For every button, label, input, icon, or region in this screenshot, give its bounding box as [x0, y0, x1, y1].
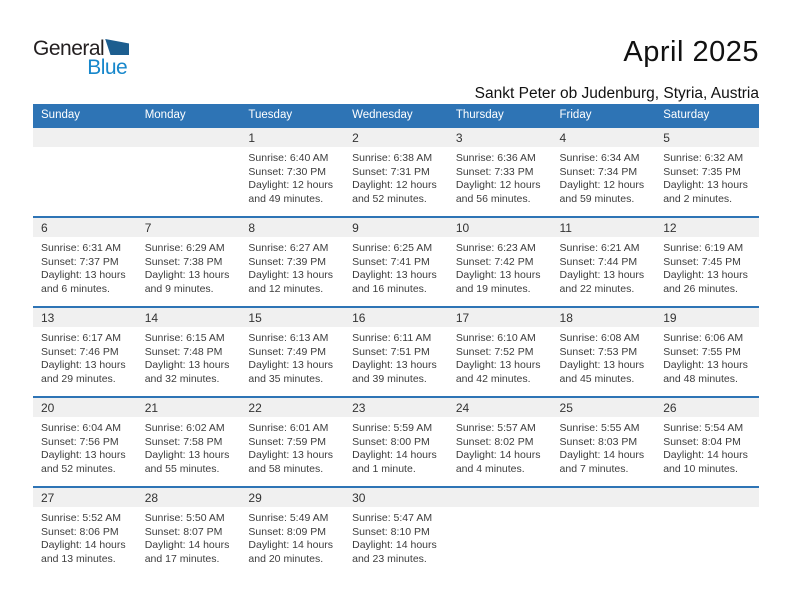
- day-number: 18: [552, 308, 656, 327]
- day-number: 15: [240, 308, 344, 327]
- sunset-text: Sunset: 7:53 PM: [559, 345, 638, 358]
- sunrise-text: Sunrise: 6:17 AM: [41, 332, 121, 344]
- day-cell: [448, 127, 552, 217]
- day-number: 22: [240, 398, 344, 417]
- sunset-text: Sunset: 7:41 PM: [352, 255, 430, 268]
- sunset-text: Sunset: 7:39 PM: [248, 255, 327, 268]
- sunrise-text: Sunrise: 6:36 AM: [455, 152, 536, 164]
- day-cell: [33, 307, 137, 397]
- daylight-text: Daylight: 13 hours and 48 minutes.: [663, 359, 748, 385]
- day-number: 24: [448, 398, 552, 417]
- daylight-text: Daylight: 14 hours and 17 minutes.: [144, 539, 230, 565]
- day-cell: [344, 217, 448, 307]
- sunset-text: Sunset: 8:09 PM: [248, 525, 327, 538]
- general-blue-logo: [33, 38, 129, 78]
- day-cell: [344, 397, 448, 487]
- sunrise-text: Sunrise: 5:50 AM: [144, 512, 225, 524]
- title-block: [259, 36, 759, 103]
- daylight-text: Daylight: 13 hours and 29 minutes.: [41, 359, 126, 385]
- sunrise-text: [448, 507, 550, 512]
- sunrise-text: Sunrise: 5:59 AM: [352, 422, 433, 434]
- day-cell: [552, 127, 656, 217]
- sunrise-text: Sunrise: 6:34 AM: [559, 152, 640, 164]
- daylight-text: Daylight: 13 hours and 2 minutes.: [663, 179, 748, 205]
- day-number: 17: [448, 308, 552, 327]
- sunrise-text: Sunrise: 6:38 AM: [352, 152, 433, 164]
- day-number: [552, 488, 656, 507]
- day-cell: [655, 307, 759, 397]
- day-number: 2: [344, 128, 448, 147]
- sunset-text: Sunset: 7:33 PM: [455, 165, 534, 178]
- day-cell: [552, 217, 656, 307]
- day-cell: [344, 487, 448, 577]
- daylight-text: Daylight: 14 hours and 13 minutes.: [41, 539, 126, 565]
- sunrise-text: Sunrise: 6:01 AM: [248, 422, 329, 434]
- day-number: 8: [240, 218, 344, 237]
- sunset-text: Sunset: 7:48 PM: [144, 345, 223, 358]
- week-row: [33, 307, 759, 397]
- day-cell: [33, 127, 137, 217]
- sunset-text: Sunset: 7:51 PM: [352, 345, 430, 358]
- daylight-text: Daylight: 12 hours and 49 minutes.: [248, 179, 334, 205]
- sunset-text: Sunset: 8:00 PM: [352, 435, 430, 448]
- daylight-text: Daylight: 14 hours and 20 minutes.: [248, 539, 334, 565]
- daylight-text: Daylight: 13 hours and 32 minutes.: [144, 359, 230, 385]
- sunrise-text: Sunrise: 6:31 AM: [41, 242, 121, 254]
- sunrise-text: Sunrise: 5:49 AM: [248, 512, 329, 524]
- day-number: 27: [33, 488, 137, 507]
- sunset-text: Sunset: 8:04 PM: [663, 435, 741, 448]
- sunrise-text: [655, 507, 757, 512]
- logo-text-blue: Blue: [87, 56, 128, 79]
- daylight-text: Daylight: 13 hours and 45 minutes.: [559, 359, 645, 385]
- sunset-text: Sunset: 7:55 PM: [663, 345, 741, 358]
- day-number: 11: [552, 218, 656, 237]
- sunrise-text: [552, 507, 654, 512]
- daylight-text: Daylight: 13 hours and 16 minutes.: [352, 269, 437, 295]
- day-number: 21: [137, 398, 241, 417]
- week-row: [33, 487, 759, 577]
- weekday-header-wednesday: Wednesday: [344, 104, 448, 127]
- daylight-text: Daylight: 13 hours and 26 minutes.: [663, 269, 748, 295]
- sunrise-text: Sunrise: 6:32 AM: [663, 152, 744, 164]
- sunset-text: Sunset: 8:07 PM: [144, 525, 223, 538]
- day-number: 4: [552, 128, 656, 147]
- day-number: 10: [448, 218, 552, 237]
- day-cell: [655, 397, 759, 487]
- day-cell: [33, 217, 137, 307]
- daylight-text: Daylight: 14 hours and 10 minutes.: [663, 449, 748, 475]
- day-cell: [240, 127, 344, 217]
- day-cell: [552, 397, 656, 487]
- daylight-text: Daylight: 13 hours and 19 minutes.: [455, 269, 541, 295]
- daylight-text: Daylight: 13 hours and 9 minutes.: [144, 269, 230, 295]
- day-cell: [137, 397, 241, 487]
- sunrise-text: Sunrise: 6:21 AM: [559, 242, 640, 254]
- day-number: 19: [655, 308, 759, 327]
- daylight-text: Daylight: 13 hours and 42 minutes.: [455, 359, 541, 385]
- daylight-text: Daylight: 13 hours and 22 minutes.: [559, 269, 645, 295]
- daylight-text: Daylight: 13 hours and 39 minutes.: [352, 359, 437, 385]
- day-cell: [240, 397, 344, 487]
- daylight-text: Daylight: 14 hours and 7 minutes.: [559, 449, 645, 475]
- page-title: April 2025: [623, 36, 759, 68]
- day-cell: [344, 307, 448, 397]
- sunset-text: Sunset: 7:34 PM: [559, 165, 638, 178]
- day-cell: [552, 307, 656, 397]
- day-number: 7: [137, 218, 241, 237]
- daylight-text: Daylight: 13 hours and 55 minutes.: [144, 449, 230, 475]
- sunset-text: Sunset: 7:58 PM: [144, 435, 223, 448]
- day-cell: [448, 307, 552, 397]
- day-number: [448, 488, 552, 507]
- daylight-text: Daylight: 13 hours and 6 minutes.: [41, 269, 126, 295]
- sunrise-text: Sunrise: 6:40 AM: [248, 152, 329, 164]
- sunrise-text: Sunrise: 5:54 AM: [663, 422, 744, 434]
- daylight-text: Daylight: 13 hours and 12 minutes.: [248, 269, 334, 295]
- sunset-text: Sunset: 7:49 PM: [248, 345, 327, 358]
- day-number: 13: [33, 308, 137, 327]
- week-row: [33, 127, 759, 217]
- day-number: 28: [137, 488, 241, 507]
- sunrise-text: [137, 147, 239, 152]
- weekday-header-monday: Monday: [137, 104, 241, 127]
- day-number: 20: [33, 398, 137, 417]
- logo-text-general: General: [33, 37, 105, 60]
- sunrise-text: Sunrise: 5:55 AM: [559, 422, 640, 434]
- day-number: [137, 128, 241, 147]
- week-row: [33, 217, 759, 307]
- sunrise-text: Sunrise: 5:57 AM: [455, 422, 536, 434]
- day-number: 26: [655, 398, 759, 417]
- sunrise-text: Sunrise: 5:47 AM: [352, 512, 433, 524]
- daylight-text: Daylight: 12 hours and 52 minutes.: [352, 179, 437, 205]
- sunrise-text: Sunrise: 6:04 AM: [41, 422, 121, 434]
- daylight-text: Daylight: 14 hours and 1 minute.: [352, 449, 437, 475]
- daylight-text: Daylight: 13 hours and 58 minutes.: [248, 449, 334, 475]
- sunset-text: Sunset: 7:56 PM: [41, 435, 119, 448]
- sunset-text: Sunset: 7:45 PM: [663, 255, 741, 268]
- sunrise-text: Sunrise: 6:11 AM: [352, 332, 432, 344]
- daylight-text: Daylight: 13 hours and 35 minutes.: [248, 359, 334, 385]
- sunrise-text: Sunrise: 6:19 AM: [663, 242, 744, 254]
- day-cell: [137, 217, 241, 307]
- sunset-text: Sunset: 7:30 PM: [248, 165, 327, 178]
- sunset-text: Sunset: 8:06 PM: [41, 525, 119, 538]
- sunrise-text: Sunrise: 6:13 AM: [248, 332, 329, 344]
- sunrise-text: [33, 147, 135, 152]
- day-cell: [240, 307, 344, 397]
- weekday-header-friday: Friday: [552, 104, 656, 127]
- sunrise-text: Sunrise: 6:06 AM: [663, 332, 744, 344]
- sunset-text: Sunset: 7:37 PM: [41, 255, 119, 268]
- sunset-text: Sunset: 7:38 PM: [144, 255, 223, 268]
- day-cell: [240, 217, 344, 307]
- sunset-text: Sunset: 8:03 PM: [559, 435, 638, 448]
- sunset-text: Sunset: 7:42 PM: [455, 255, 534, 268]
- sunset-text: Sunset: 7:35 PM: [663, 165, 741, 178]
- day-number: 16: [344, 308, 448, 327]
- day-number: 3: [448, 128, 552, 147]
- day-cell: [137, 307, 241, 397]
- day-number: 1: [240, 128, 344, 147]
- daylight-text: Daylight: 12 hours and 59 minutes.: [559, 179, 645, 205]
- daylight-text: Daylight: 12 hours and 56 minutes.: [455, 179, 541, 205]
- day-cell: [33, 397, 137, 487]
- sunrise-text: Sunrise: 6:23 AM: [455, 242, 536, 254]
- day-cell: [448, 397, 552, 487]
- day-number: 23: [344, 398, 448, 417]
- sunset-text: Sunset: 7:52 PM: [455, 345, 534, 358]
- sunrise-text: Sunrise: 6:29 AM: [144, 242, 225, 254]
- weekday-header-sunday: Sunday: [33, 104, 137, 127]
- sunrise-text: Sunrise: 6:10 AM: [455, 332, 536, 344]
- calendar-table: [33, 104, 759, 577]
- day-cell: [448, 487, 552, 577]
- sunrise-text: Sunrise: 6:25 AM: [352, 242, 433, 254]
- day-cell: [655, 217, 759, 307]
- sunrise-text: Sunrise: 6:02 AM: [144, 422, 225, 434]
- day-number: 9: [344, 218, 448, 237]
- daylight-text: Daylight: 14 hours and 4 minutes.: [455, 449, 541, 475]
- sunset-text: Sunset: 7:44 PM: [559, 255, 638, 268]
- day-cell: [137, 487, 241, 577]
- day-cell: [33, 487, 137, 577]
- day-cell: [655, 127, 759, 217]
- daylight-text: Daylight: 14 hours and 23 minutes.: [352, 539, 437, 565]
- weekday-header-tuesday: Tuesday: [240, 104, 344, 127]
- sunset-text: Sunset: 8:10 PM: [352, 525, 430, 538]
- daylight-text: Daylight: 13 hours and 52 minutes.: [41, 449, 126, 475]
- weekday-header-row: [33, 104, 759, 127]
- logo-triangle-icon: [105, 39, 129, 55]
- day-number: 5: [655, 128, 759, 147]
- day-cell: [655, 487, 759, 577]
- day-cell: [448, 217, 552, 307]
- sunset-text: Sunset: 7:31 PM: [352, 165, 430, 178]
- sunset-text: Sunset: 7:59 PM: [248, 435, 327, 448]
- day-cell: [344, 127, 448, 217]
- week-row: [33, 397, 759, 487]
- sunrise-text: Sunrise: 6:08 AM: [559, 332, 640, 344]
- day-number: [33, 128, 137, 147]
- day-number: 30: [344, 488, 448, 507]
- location-subtitle: Sankt Peter ob Judenburg, Styria, Austria: [474, 85, 759, 102]
- day-cell: [240, 487, 344, 577]
- sunrise-text: Sunrise: 5:52 AM: [41, 512, 121, 524]
- day-cell: [552, 487, 656, 577]
- weekday-header-saturday: Saturday: [655, 104, 759, 127]
- day-number: 14: [137, 308, 241, 327]
- day-number: 12: [655, 218, 759, 237]
- weekday-header-thursday: Thursday: [448, 104, 552, 127]
- sunset-text: Sunset: 8:02 PM: [455, 435, 534, 448]
- sunset-text: Sunset: 7:46 PM: [41, 345, 119, 358]
- sunrise-text: Sunrise: 6:27 AM: [248, 242, 329, 254]
- day-number: 6: [33, 218, 137, 237]
- sunrise-text: Sunrise: 6:15 AM: [144, 332, 225, 344]
- day-number: 25: [552, 398, 656, 417]
- day-cell: [137, 127, 241, 217]
- day-number: 29: [240, 488, 344, 507]
- day-number: [655, 488, 759, 507]
